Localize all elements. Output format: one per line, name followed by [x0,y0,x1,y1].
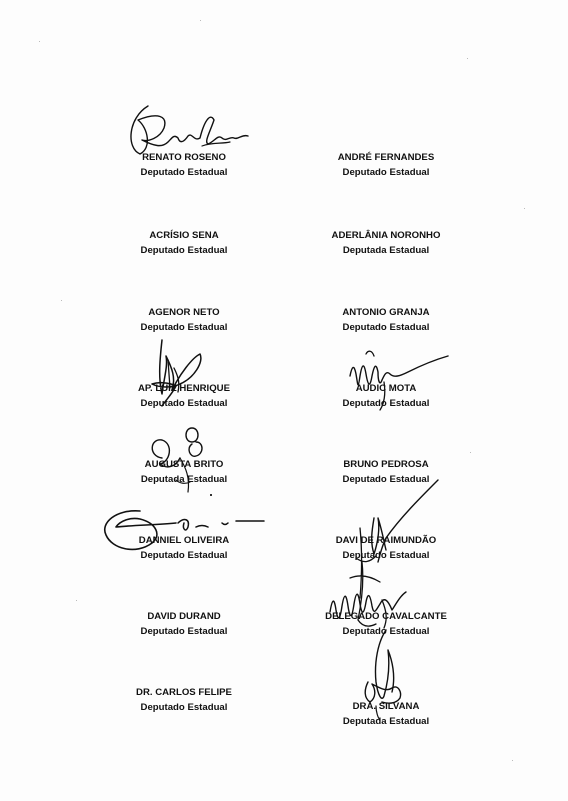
signatory-block [286,228,486,258]
signatory-role: Deputado Estadual [342,626,430,637]
scan-speck [524,208,525,209]
scan-speck [200,20,201,21]
signatory-block [286,381,486,411]
signatory-role: Deputado Estadual [342,474,430,485]
scan-speck [76,600,77,601]
signatory-block [84,533,284,563]
signatory-role: Deputada Estadual [342,716,430,727]
signatory-role: Deputado Estadual [140,167,228,178]
signatory-block [84,609,284,639]
signatory-block [84,685,284,715]
scan-speck [210,494,212,496]
scan-speck [61,300,62,301]
signatory-name: DAVID DURAND [147,611,221,622]
signatory-block [84,457,284,487]
scan-speck [467,58,468,59]
signatory-role: Deputado Estadual [140,702,228,713]
signatory-name: BRUNO PEDROSA [343,459,429,470]
scan-speck [512,760,513,761]
signatory-role: Deputado Estadual [342,398,430,409]
signatory-block [84,305,284,335]
signatory-role: Deputado Estadual [140,245,228,256]
signatory-block [286,150,486,180]
signatory-role: Deputado Estadual [140,322,228,333]
signatory-block [84,381,284,411]
signatory-role: Deputado Estadual [342,322,430,333]
signatory-name: ADERLÂNIA NORONHO [331,230,441,241]
signatory-role: Deputado Estadual [140,398,228,409]
signatory-name: DRA. SILVANA [352,701,420,712]
signatory-name: ANDRÉ FERNANDES [337,152,435,163]
signatory-name: AGENOR NETO [148,307,220,318]
signatory-name: AP. LUIZ HENRIQUE [137,383,231,394]
signatory-name: DANNIEL OLIVEIRA [138,535,230,546]
signatory-role: Deputado Estadual [342,167,430,178]
signatory-name: DAVI DE RAIMUNDÃO [335,535,437,546]
signatory-name: RENATO ROSENO [142,152,226,163]
signatory-role: Deputado Estadual [342,550,430,561]
signatory-role: Deputado Estadual [140,626,228,637]
signatory-name: DELEGADO CAVALCANTE [325,611,447,622]
signatory-block [84,150,284,180]
signatory-name: AUDIC MOTA [355,383,417,394]
signatory-block [286,699,486,729]
signatory-role: Deputada Estadual [342,245,430,256]
signatory-name: AUGUSTA BRITO [144,459,224,470]
signatory-block [286,533,486,563]
signatory-block [286,457,486,487]
signatory-name: DR. CARLOS FELIPE [136,687,232,698]
signatory-block [286,305,486,335]
signatory-role: Deputado Estadual [140,550,228,561]
signatory-block [286,609,486,639]
scan-speck [470,452,471,453]
scan-speck [39,41,40,42]
signatory-role: Deputada Estadual [140,474,228,485]
signatory-name: ACRÍSIO SENA [149,230,219,241]
signatory-block [84,228,284,258]
signatory-name: ANTONIO GRANJA [342,307,430,318]
